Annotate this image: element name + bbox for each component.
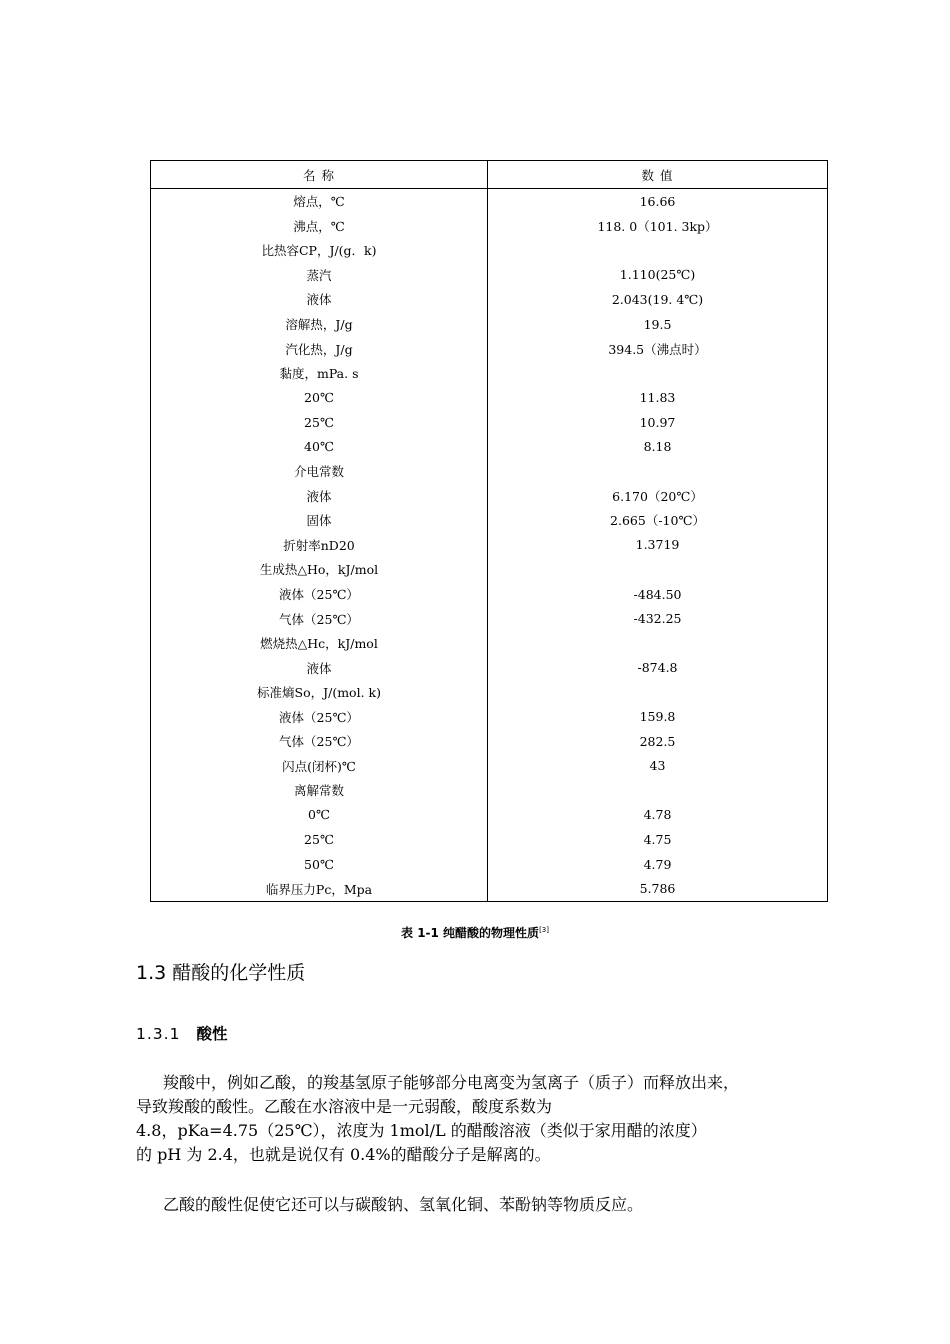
property-name-cell: 50℃ — [151, 852, 488, 877]
property-name-cell: 临界压力Pc，Mpa — [151, 876, 488, 901]
table-row — [151, 312, 828, 337]
property-name-cell: 比热容CP，J/(g．k) — [151, 238, 488, 263]
paragraph-line: 乙酸的酸性促使它还可以与碳酸钠、氢氧化铜、苯酚钠等物质反应。 — [163, 1195, 644, 1214]
property-name-cell: 液体（25℃） — [151, 704, 488, 729]
table-row — [151, 827, 828, 852]
property-name-cell: 液体 — [151, 287, 488, 312]
table-row — [151, 361, 828, 386]
property-value-cell — [488, 557, 828, 582]
paragraph-line: 导致羧酸的酸性。乙酸在水溶液中是一元弱酸，酸度系数为 — [136, 1097, 553, 1116]
table-row — [151, 582, 828, 607]
caption-text: 表 1-1 纯醋酸的物理性质 — [401, 926, 540, 940]
table-row — [151, 385, 828, 410]
property-value-cell: 43 — [488, 754, 828, 779]
property-value-cell — [488, 631, 828, 656]
property-value-cell — [488, 778, 828, 803]
table-row — [151, 655, 828, 680]
property-name-cell: 液体 — [151, 655, 488, 680]
table-row — [151, 287, 828, 312]
table-row — [151, 336, 828, 361]
table-row — [151, 704, 828, 729]
property-value-cell — [488, 680, 828, 705]
property-value-cell: 4.75 — [488, 827, 828, 852]
paragraph-acidity — [136, 1071, 836, 1167]
property-name-cell: 40℃ — [151, 434, 488, 459]
table-row — [151, 410, 828, 435]
property-value-cell — [488, 459, 828, 484]
table-row — [151, 533, 828, 558]
property-name-cell: 气体（25℃） — [151, 729, 488, 754]
property-name-cell: 0℃ — [151, 803, 488, 828]
paragraph-reactions — [136, 1193, 836, 1217]
property-name-cell: 25℃ — [151, 827, 488, 852]
property-value-cell: 8.18 — [488, 434, 828, 459]
property-value-cell: 5.786 — [488, 876, 828, 901]
property-name-cell: 沸点，℃ — [151, 214, 488, 239]
table-row — [151, 778, 828, 803]
table-row — [151, 852, 828, 877]
property-value-cell: 118. 0（101. 3kp） — [488, 214, 828, 239]
property-name-cell: 闪点(闭杯)℃ — [151, 754, 488, 779]
table-caption — [0, 924, 950, 941]
table-row — [151, 876, 828, 901]
table-row — [151, 508, 828, 533]
property-value-cell: 4.79 — [488, 852, 828, 877]
table-row — [151, 680, 828, 705]
table-row — [151, 631, 828, 656]
property-value-cell: 6.170（20℃） — [488, 484, 828, 509]
property-value-cell: 16.66 — [488, 189, 828, 214]
property-name-cell: 汽化热，J/g — [151, 336, 488, 361]
property-value-cell: 394.5（沸点时） — [488, 336, 828, 361]
property-name-cell: 标准熵So，J/(mol. k) — [151, 680, 488, 705]
section-heading: 1.3 醋酸的化学性质 — [136, 962, 306, 984]
paragraph-line: 4.8，pKa=4.75（25℃），浓度为 1mol/L 的醋酸溶液（类似于家用醋的浓度） — [136, 1121, 707, 1140]
table-row — [151, 754, 828, 779]
property-value-cell: 159.8 — [488, 704, 828, 729]
property-value-cell: -432.25 — [488, 606, 828, 631]
property-name-cell: 离解常数 — [151, 778, 488, 803]
property-name-cell: 黏度，mPa. s — [151, 361, 488, 386]
paragraph-line: 羧酸中，例如乙酸，的羧基氢原子能够部分电离变为氢离子（质子）而释放出来， — [163, 1073, 740, 1092]
table-row — [151, 803, 828, 828]
property-value-cell: 2.043(19. 4℃) — [488, 287, 828, 312]
property-value-cell: 1.110(25℃) — [488, 263, 828, 288]
table-header-row — [151, 161, 828, 189]
property-name-cell: 25℃ — [151, 410, 488, 435]
paragraph-line: 的 pH 为 2.4，也就是说仅有 0.4%的醋酸分子是解离的。 — [136, 1145, 551, 1164]
physical-properties-table — [150, 160, 828, 902]
header-name: 名 称 — [151, 161, 488, 189]
property-name-cell: 固体 — [151, 508, 488, 533]
property-value-cell: 10.97 — [488, 410, 828, 435]
property-value-cell: 4.78 — [488, 803, 828, 828]
property-name-cell: 燃烧热△Hc，kJ/mol — [151, 631, 488, 656]
property-name-cell: 20℃ — [151, 385, 488, 410]
table-row — [151, 557, 828, 582]
property-name-cell: 蒸汽 — [151, 263, 488, 288]
property-name-cell: 生成热△Ho，kJ/mol — [151, 557, 488, 582]
subsection-heading — [136, 1022, 227, 1044]
property-name-cell: 折射率nD20 — [151, 533, 488, 558]
property-name-cell: 溶解热，J/g — [151, 312, 488, 337]
property-name-cell: 液体（25℃） — [151, 582, 488, 607]
property-value-cell: 11.83 — [488, 385, 828, 410]
property-value-cell — [488, 361, 828, 386]
table-row — [151, 214, 828, 239]
header-value: 数 值 — [488, 161, 828, 189]
table-row — [151, 238, 828, 263]
property-name-cell: 介电常数 — [151, 459, 488, 484]
table-row — [151, 189, 828, 214]
property-name-cell: 熔点，℃ — [151, 189, 488, 214]
property-name-cell: 液体 — [151, 484, 488, 509]
property-name-cell: 气体（25℃） — [151, 606, 488, 631]
caption-reference: [3] — [539, 926, 549, 934]
table-row — [151, 484, 828, 509]
table-row — [151, 459, 828, 484]
property-value-cell: 2.665（-10℃） — [488, 508, 828, 533]
table-row — [151, 606, 828, 631]
table-body — [151, 189, 828, 902]
property-value-cell: 282.5 — [488, 729, 828, 754]
table-row — [151, 729, 828, 754]
subsection-number: 1.3.1 — [136, 1025, 181, 1043]
property-value-cell: -874.8 — [488, 655, 828, 680]
property-value-cell: 1.3719 — [488, 533, 828, 558]
property-value-cell — [488, 238, 828, 263]
property-value-cell: 19.5 — [488, 312, 828, 337]
table-row — [151, 263, 828, 288]
property-value-cell: -484.50 — [488, 582, 828, 607]
subsection-title: 酸性 — [196, 1025, 228, 1043]
table-row — [151, 434, 828, 459]
